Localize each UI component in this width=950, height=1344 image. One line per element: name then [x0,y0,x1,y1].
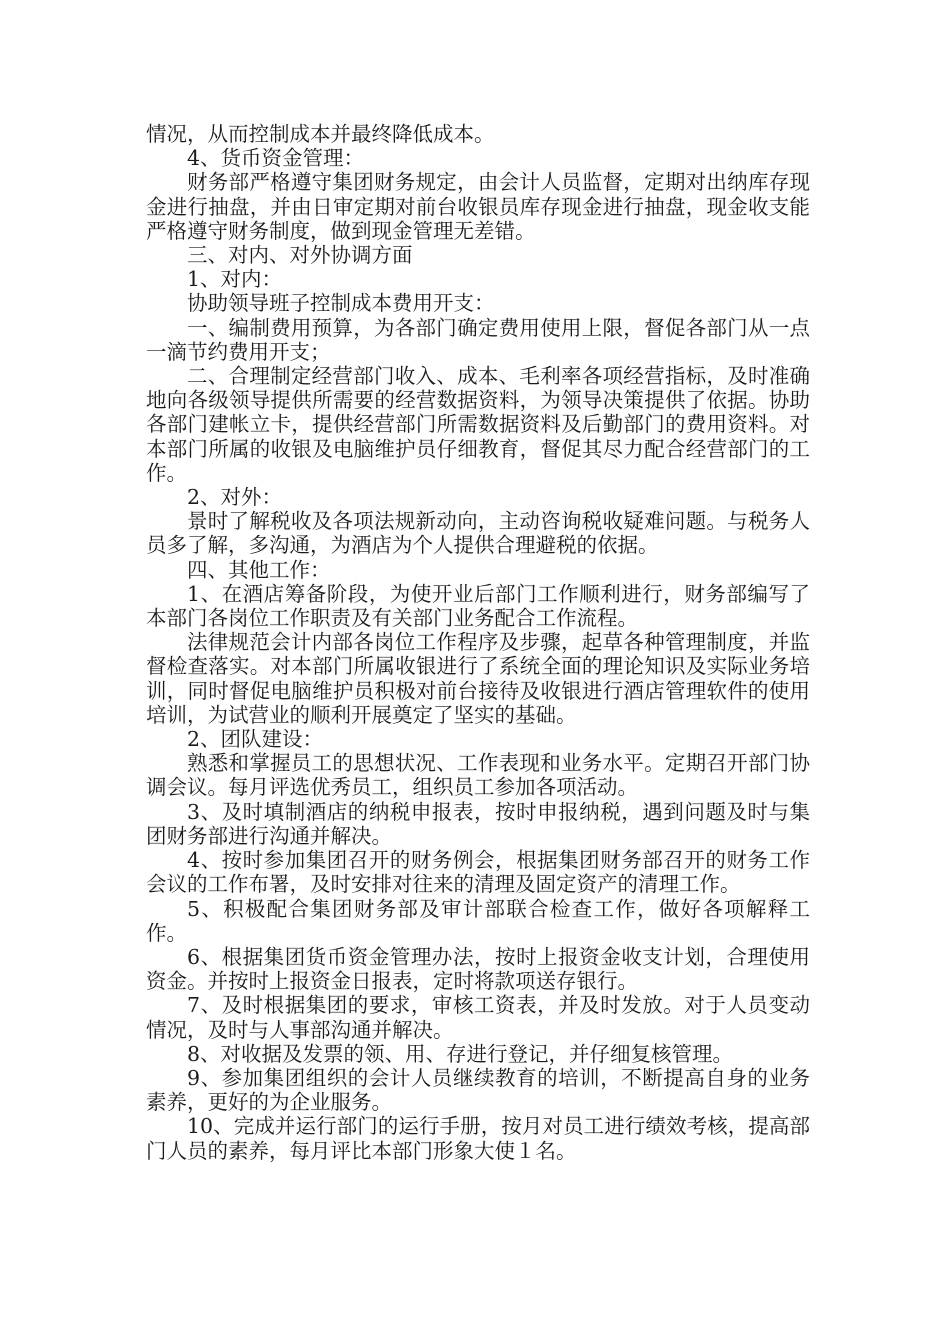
paragraph: 4、货币资金管理： [187,146,365,171]
paragraph: 4、按时参加集团召开的财务例会，根据集团财务部召开的财务工作会议的工作布署，及时安排对往来的清理及固定资产的清理工作。 [146,848,810,897]
paragraph: 7、及时根据集团的要求，审核工资表，并及时发放。对于人员变动情况，及时与人事部沟通并解决。 [146,993,810,1042]
subsection-heading: 1、对内： [187,267,283,292]
paragraph: 9、参加集团组织的会计人员继续教育的培训，不断提高自身的业务素养，更好的为企业服务。 [146,1065,810,1115]
paragraph: 1、在酒店筹备阶段，为使开业后部门工作顺利进行，财务部编写了本部门各岗位工作职责及有关部门业务配合工作流程。 [146,581,810,631]
paragraph: 二、合理制定经营部门收入、成本、毛利率各项经营指标，及时准确地向各级领导提供所需要的经营数据资料，为领导决策提供了依据。协助各部门建帐立卡，提供经营部门所需数据资料及后勤部门的费用资料。对本部门所属的收银及电脑维护员仔细教育，督促其尽力配合经营部门的工作。 [146,364,810,485]
paragraph: 情况，从而控制成本并最终降低成本。 [146,122,495,146]
paragraph: 财务部严格遵守集团财务规定，由会计人员监督，定期对出纳库存现金进行抽盘，并由日审定期对前台收银员库存现金进行抽盘，现金收支能严格遵守财务制度，做到现金管理无差错。 [146,170,810,243]
paragraph: 一、编制费用预算，为各部门确定费用使用上限，督促各部门从一点一滴节约费用开支； [146,315,810,364]
paragraph: 协助领导班子控制成本费用开支： [187,291,495,316]
paragraph: 6、根据集团货币资金管理办法，按时上报资金收支计划，合理使用资金。并按时上报资金日报表，定时将款项送存银行。 [146,944,810,994]
paragraph: 法律规范会计内部各岗位工作程序及步骤，起草各种管理制度，并监督检查落实。对本部门所属收银进行了系统全面的理论知识及实际业务培训，同时督促电脑维护员积极对前台接待及收银进行酒店管理软件的使用培训，为试营业的顺利开展奠定了坚实的基础。 [146,630,810,727]
paragraph: 景时了解税收及各项法规新动向，主动咨询税收疑难问题。与税务人员多了解，多沟通，为酒店为个人提供合理避税的依据。 [146,509,810,558]
section-heading: 三、对内、对外协调方面 [187,243,413,268]
section-heading: 四、其他工作： [187,557,331,582]
subsection-heading: 2、对外： [187,485,283,510]
paragraph: 熟悉和掌握员工的思想状况、工作表现和业务水平。定期召开部门协调会议。每月评选优秀员工，组织员工参加各项活动。 [146,751,810,800]
paragraph: 5、积极配合集团财务部及审计部联合检查工作，做好各项解释工作。 [146,896,810,945]
paragraph: 3、及时填制酒店的纳税申报表，按时申报纳税，遇到问题及时与集团财务部进行沟通并解决。 [146,799,810,848]
document-body [146,122,810,1163]
subsection-heading: 2、团队建设： [187,727,324,752]
paragraph: 8、对收据及发票的领、用、存进行登记，并仔细复核管理。 [187,1041,734,1066]
paragraph: 10、完成并运行部门的运行手册，按月对员工进行绩效考核，提高部门人员的素养，每月评比本部门形象大使１名。 [146,1114,810,1163]
